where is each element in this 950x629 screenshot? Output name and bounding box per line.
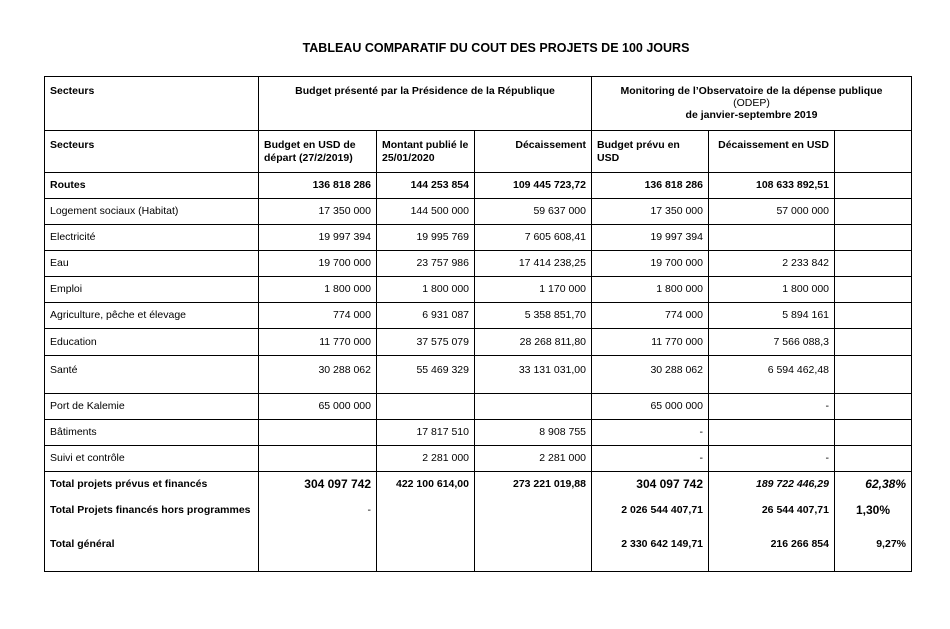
cell-sector: Emploi — [45, 277, 259, 303]
header-odep — [592, 77, 912, 131]
cell-sector: Port de Kalemie — [45, 394, 259, 420]
total-prevus-decaissement: 273 221 019,88 — [475, 472, 592, 498]
table-row — [45, 225, 912, 251]
cell-percent — [835, 420, 912, 446]
cell-sector: Bâtiments — [45, 420, 259, 446]
cell-decaissement-usd: - — [709, 446, 835, 472]
cell-decaissement: 7 605 608,41 — [475, 225, 592, 251]
cell-budget-prevu: 65 000 000 — [592, 394, 709, 420]
total-hors-decaissement — [475, 498, 592, 534]
cell-percent — [835, 277, 912, 303]
cell-budget-prevu: 19 700 000 — [592, 251, 709, 277]
comparison-table — [44, 76, 912, 572]
table-row — [45, 420, 912, 446]
cell-budget-depart — [259, 420, 377, 446]
cell-sector: Agriculture, pêche et élevage — [45, 303, 259, 329]
cell-montant-publie: 1 800 000 — [377, 277, 475, 303]
table-row — [45, 199, 912, 225]
cell-decaissement-usd: - — [709, 394, 835, 420]
table-row — [45, 446, 912, 472]
cell-budget-prevu: 774 000 — [592, 303, 709, 329]
total-prevus-row — [45, 472, 912, 498]
header2-budget-depart: Budget en USD de départ (27/2/2019) — [259, 131, 377, 173]
cell-budget-prevu: 30 288 062 — [592, 356, 709, 394]
total-hors-row — [45, 498, 912, 534]
cell-decaissement-usd — [709, 225, 835, 251]
cell-budget-prevu: - — [592, 420, 709, 446]
header-row-2 — [45, 131, 912, 173]
total-general-row — [45, 534, 912, 572]
cell-decaissement: 28 268 811,80 — [475, 329, 592, 356]
table-row — [45, 251, 912, 277]
cell-budget-depart: 19 997 394 — [259, 225, 377, 251]
header2-decaissement-usd: Décaissement en USD — [709, 131, 835, 173]
cell-percent — [835, 173, 912, 199]
header-sector: Secteurs — [45, 77, 259, 131]
total-prevus-decaissement-usd: 189 722 446,29 — [709, 472, 835, 498]
cell-budget-depart: 136 818 286 — [259, 173, 377, 199]
cell-decaissement-usd: 57 000 000 — [709, 199, 835, 225]
cell-montant-publie: 19 995 769 — [377, 225, 475, 251]
total-hors-label: Total Projets financés hors programmes — [45, 498, 259, 534]
cell-percent — [835, 446, 912, 472]
cell-budget-prevu: 11 770 000 — [592, 329, 709, 356]
cell-decaissement: 5 358 851,70 — [475, 303, 592, 329]
cell-percent — [835, 225, 912, 251]
table-row — [45, 277, 912, 303]
total-prevus-label: Total projets prévus et financés — [45, 472, 259, 498]
cell-budget-prevu: - — [592, 446, 709, 472]
cell-montant-publie: 144 500 000 — [377, 199, 475, 225]
cell-decaissement: 1 170 000 — [475, 277, 592, 303]
cell-budget-prevu: 19 997 394 — [592, 225, 709, 251]
total-general-montant-publie — [377, 534, 475, 572]
total-general-budget-prevu: 2 330 642 149,71 — [592, 534, 709, 572]
total-general-decaissement — [475, 534, 592, 572]
cell-montant-publie — [377, 394, 475, 420]
total-prevus-montant-publie: 422 100 614,00 — [377, 472, 475, 498]
total-hors-montant-publie — [377, 498, 475, 534]
cell-sector: Eau — [45, 251, 259, 277]
cell-decaissement — [475, 394, 592, 420]
cell-decaissement-usd: 2 233 842 — [709, 251, 835, 277]
cell-decaissement: 109 445 723,72 — [475, 173, 592, 199]
header2-percent — [835, 131, 912, 173]
header2-decaissement: Décaissement — [475, 131, 592, 173]
cell-sector: Education — [45, 329, 259, 356]
header2-montant-publie: Montant publié le 25/01/2020 — [377, 131, 475, 173]
cell-montant-publie: 55 469 329 — [377, 356, 475, 394]
cell-percent — [835, 394, 912, 420]
total-general-decaissement-usd: 216 266 854 — [709, 534, 835, 572]
cell-decaissement: 17 414 238,25 — [475, 251, 592, 277]
header2-budget-prevu: Budget prévu en USD — [592, 131, 709, 173]
header2-sector: Secteurs — [45, 131, 259, 173]
page-title: TABLEAU COMPARATIF DU COUT DES PROJETS DE 100 JOURS — [302, 41, 690, 55]
cell-budget-prevu: 17 350 000 — [592, 199, 709, 225]
cell-budget-depart: 19 700 000 — [259, 251, 377, 277]
header-presidency: Budget présenté par la Présidence de la République — [259, 77, 592, 131]
cell-montant-publie: 6 931 087 — [377, 303, 475, 329]
total-general-label: Total général — [45, 534, 259, 572]
cell-budget-prevu: 1 800 000 — [592, 277, 709, 303]
cell-decaissement-usd: 6 594 462,48 — [709, 356, 835, 394]
total-hors-decaissement-usd: 26 544 407,71 — [709, 498, 835, 534]
table-row — [45, 356, 912, 394]
cell-percent — [835, 251, 912, 277]
cell-decaissement-usd: 108 633 892,51 — [709, 173, 835, 199]
header-odep-line1: Monitoring de l’Observatoire de la dépense publique — [620, 85, 883, 97]
cell-percent — [835, 329, 912, 356]
cell-decaissement: 33 131 031,00 — [475, 356, 592, 394]
cell-montant-publie: 144 253 854 — [377, 173, 475, 199]
cell-sector: Routes — [45, 173, 259, 199]
cell-budget-depart — [259, 446, 377, 472]
cell-budget-prevu: 136 818 286 — [592, 173, 709, 199]
total-hors-budget-prevu: 2 026 544 407,71 — [592, 498, 709, 534]
cell-sector: Electricité — [45, 225, 259, 251]
cell-montant-publie: 23 757 986 — [377, 251, 475, 277]
cell-decaissement-usd: 5 894 161 — [709, 303, 835, 329]
total-general-budget-depart — [259, 534, 377, 572]
cell-percent — [835, 199, 912, 225]
total-prevus-budget-depart: 304 097 742 — [259, 472, 377, 498]
header-odep-line3: de janvier-septembre 2019 — [685, 109, 818, 121]
cell-decaissement: 8 908 755 — [475, 420, 592, 446]
cell-decaissement-usd: 7 566 088,3 — [709, 329, 835, 356]
cell-budget-depart: 17 350 000 — [259, 199, 377, 225]
cell-sector: Logement sociaux (Habitat) — [45, 199, 259, 225]
total-hors-budget-depart: - — [259, 498, 377, 534]
cell-montant-publie: 2 281 000 — [377, 446, 475, 472]
cell-percent — [835, 356, 912, 394]
cell-sector: Santé — [45, 356, 259, 394]
cell-budget-depart: 1 800 000 — [259, 277, 377, 303]
cell-budget-depart: 774 000 — [259, 303, 377, 329]
cell-decaissement: 2 281 000 — [475, 446, 592, 472]
cell-percent — [835, 303, 912, 329]
table-row — [45, 329, 912, 356]
table-row — [45, 173, 912, 199]
total-prevus-percent: 62,38% — [835, 472, 912, 498]
header-odep-line2: (ODEP) — [733, 97, 770, 109]
cell-montant-publie: 17 817 510 — [377, 420, 475, 446]
cell-montant-publie: 37 575 079 — [377, 329, 475, 356]
cell-sector: Suivi et contrôle — [45, 446, 259, 472]
cell-budget-depart: 65 000 000 — [259, 394, 377, 420]
cell-budget-depart: 11 770 000 — [259, 329, 377, 356]
total-hors-percent: 1,30% — [835, 498, 912, 534]
total-prevus-budget-prevu: 304 097 742 — [592, 472, 709, 498]
cell-decaissement-usd — [709, 420, 835, 446]
table-row — [45, 394, 912, 420]
cell-budget-depart: 30 288 062 — [259, 356, 377, 394]
total-general-percent: 9,27% — [835, 534, 912, 572]
cell-decaissement: 59 637 000 — [475, 199, 592, 225]
cell-decaissement-usd: 1 800 000 — [709, 277, 835, 303]
header-row-1 — [45, 77, 912, 131]
table-row — [45, 303, 912, 329]
